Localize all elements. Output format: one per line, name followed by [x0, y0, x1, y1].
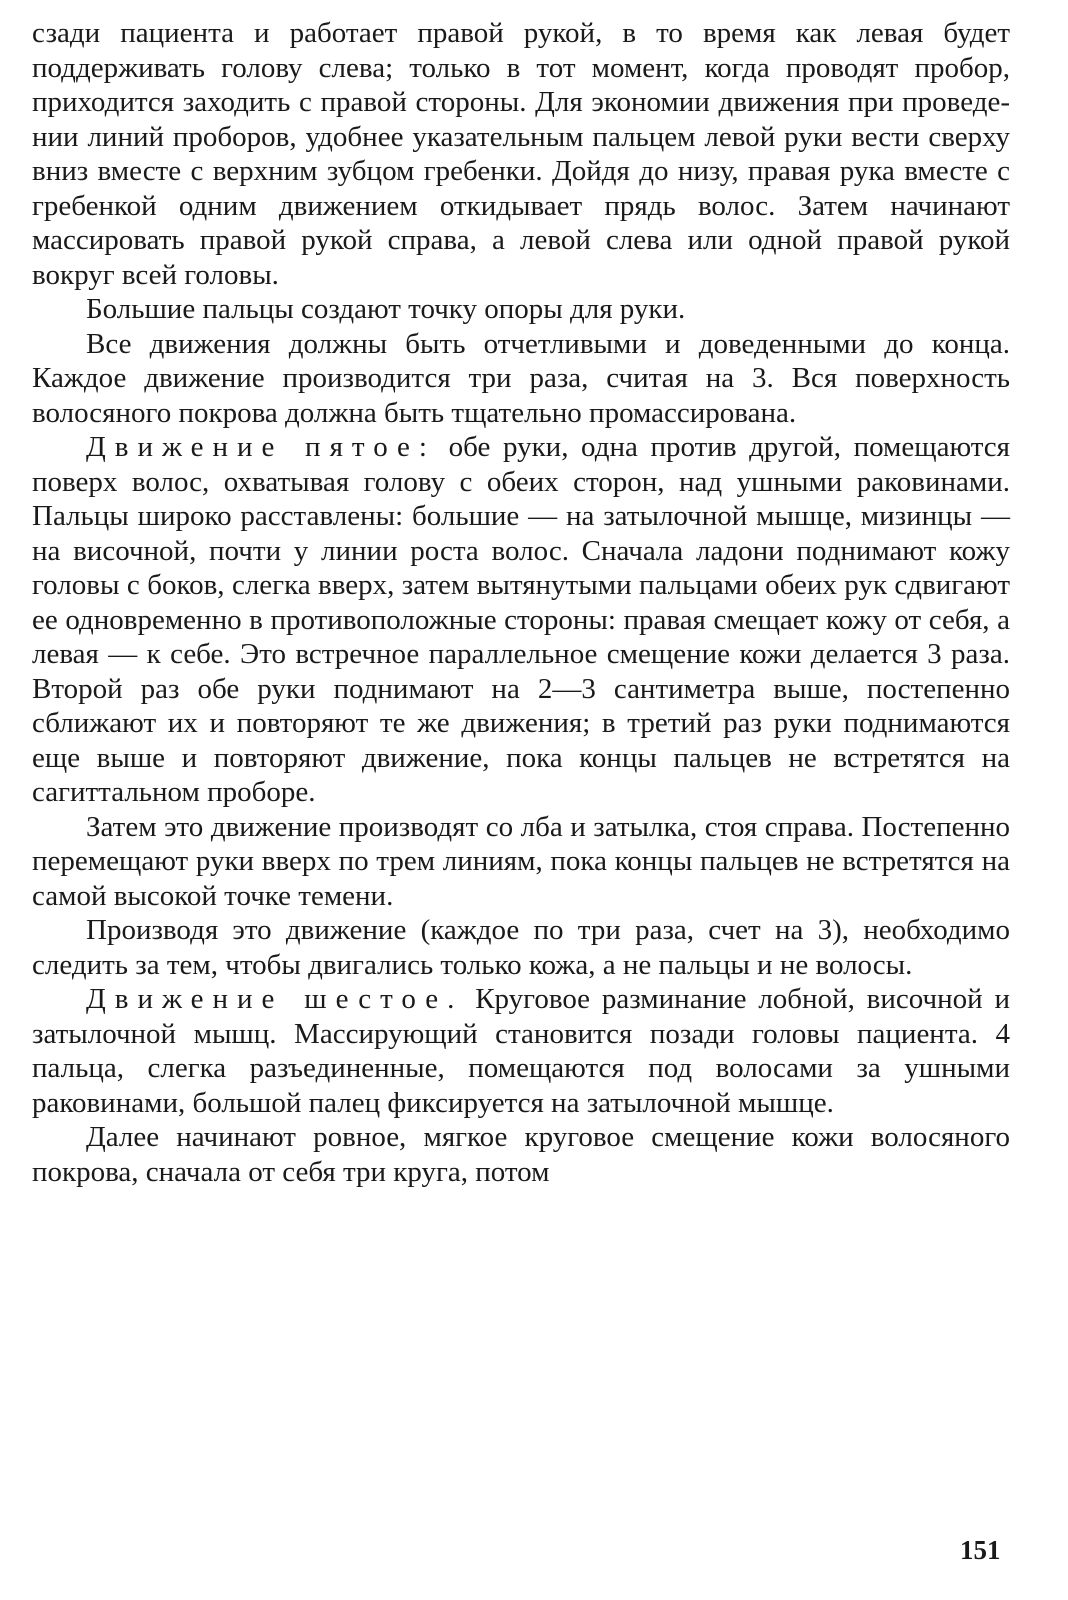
paragraph-2: Большие пальцы создают точку опоры для руки. [86, 293, 686, 325]
section-lead-sixth: Движение шестое. [86, 983, 464, 1015]
section-lead-fifth: Движение пятое: [86, 431, 436, 463]
paragraph-5: Затем это движение производят со лба и затылка, стоя справа. Постепенно перемещают руки вверх по трем линиям, пока концы пальцев не встретятся на самой высокой точке темени. [32, 810, 1010, 912]
paragraph-7: Движение шестое. Круговое разминание лобной, височной и затылочной мышц. Массирующий становится позади головы пациента. 4 пальца, слегка разъединенные, помещаются под волосами за ушными раковинами, большой палец фиксируется на затылочной мышце. [32, 983, 1010, 1119]
paragraph-3: Все движения должны быть отчетливыми и доведенными до конца. Каждое движение производится три раза, считая на 3. Вся поверхность волосяного покрова должна быть тщательно промассирована. [32, 327, 1010, 429]
paragraph-1: сзади пациента и работает правой рукой, в то время как левая будет поддерживать голову слева; только в тот момент, когда проводят пробор, приходится заходить с правой стороны. Для экономии движения при проведении линий проборов, удобнее указательным пальцем левой руки вести сверху вниз вместе с верхним зубцом гребенки. Дойдя до низу, правая рука вместе с гребенкой одним движением откидывает прядь волос. Затем начинают массировать правой рукой справа, а левой слева или одной правой рукой вокруг всей головы. [32, 17, 1010, 291]
paragraph-4: Движение пятое: обе руки, одна против другой, помещаются поверх волос, охватывая голову с обеих сторон, над ушными раковинами. Пальцы широко расставлены: большие — на затылочной мышце, мизинцы — на височной, почти у линии роста волос. Сначала ладони поднимают кожу головы с боков, слегка вверх, затем вытянутыми пальцами обеих рук сдвигают ее одновременно в противоположные стороны: правая смещает кожу от себя, а левая — к себе. Это встречное параллельное смещение кожи делается 3 раза. Второй раз обе руки поднимают на 2—3 сантиметра выше, постепенно сближают их и повторяют те же движения; в третий раз руки поднимаются еще выше и повторяют движение, пока концы пальцев не встретятся на сагиттальном проборе. [32, 431, 1010, 808]
paragraph-8: Далее начинают ровное, мягкое круговое смещение кожи волосяного покрова, сначала от себя три круга, потом [32, 1121, 1010, 1188]
paragraph-6: Производя это движение (каждое по три раза, счет на 3), необходимо следить за тем, чтобы двигались только кожа, а не пальцы и не волосы. [32, 914, 1010, 981]
page-body [32, 16, 1010, 1189]
page-number: 151 [960, 1535, 1001, 1565]
